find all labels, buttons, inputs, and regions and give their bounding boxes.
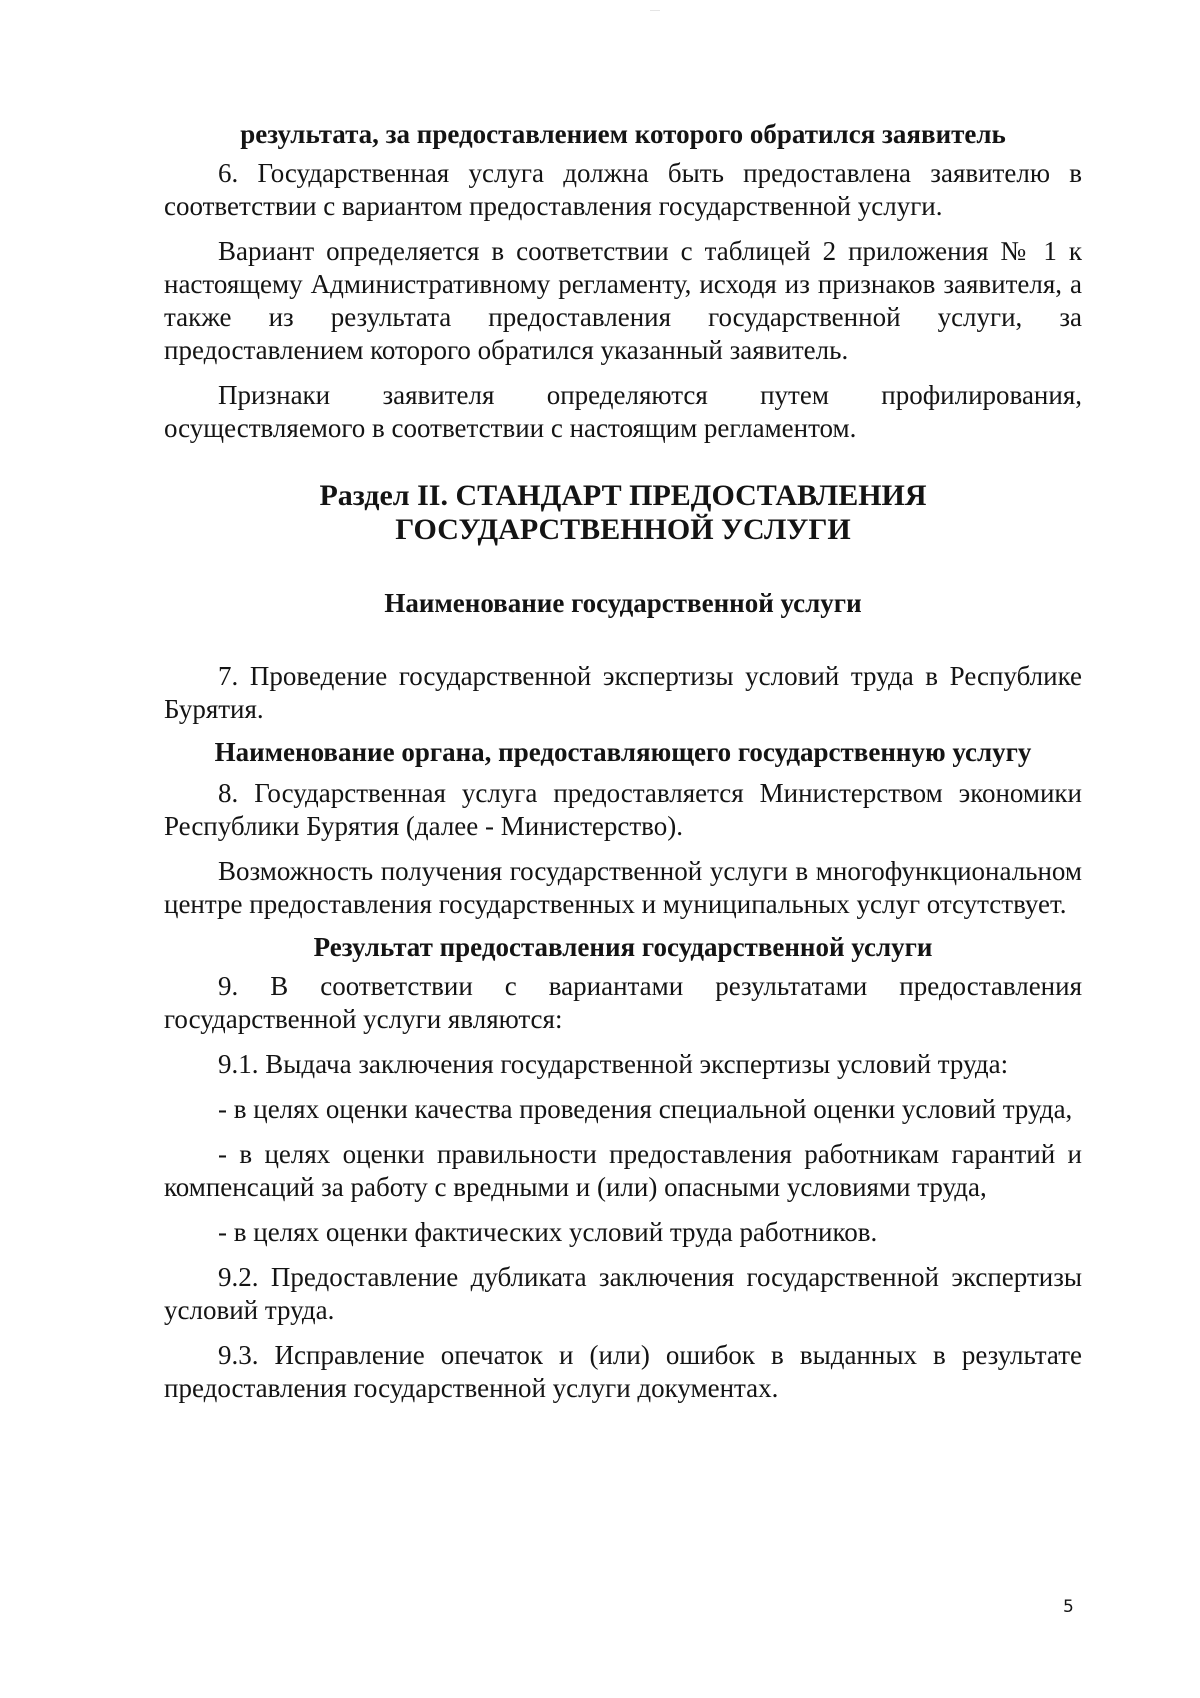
heading-organ: Наименование органа, предоставляющего государственную услугу bbox=[214, 737, 1032, 767]
page-number: 5 bbox=[1063, 1597, 1074, 1617]
paragraph-9-3: 9.3. Исправление опечаток и (или) ошибок в выданных в результате предоставления государственной услуги документах. bbox=[164, 1340, 1082, 1403]
paragraph-6-variant: Вариант определяется в соответствии с таблицей 2 приложения № 1 к настоящему Административному регламенту, исходя из признаков заявителя, а также из результата предоставления государственной услуги, за предоставлением которого обратился указанный заявитель. bbox=[164, 236, 1082, 365]
paragraph-9-1: 9.1. Выдача заключения государственной экспертизы условий труда: bbox=[218, 1049, 1009, 1079]
paragraph-6: 6. Государственная услуга должна быть предоставлена заявителю в соответствии с вариантом предоставления государственной услуги. bbox=[164, 158, 1082, 221]
section-title: Раздел II. СТАНДАРТ ПРЕДОСТАВЛЕНИЯ ГОСУДАРСТВЕННОЙ УСЛУГИ bbox=[319, 479, 927, 546]
heading-result: Результат предоставления государственной услуги bbox=[313, 932, 933, 962]
paragraph-6-signs: Признаки заявителя определяются путем профилирования, осуществляемого в соответствии с настоящим регламентом. bbox=[164, 380, 1082, 443]
paragraph-7: 7. Проведение государственной экспертизы условий труда в Республике Бурятия. bbox=[164, 661, 1082, 724]
paragraph-9-1-b: - в целях оценки правильности предоставления работникам гарантий и компенсаций за работу с вредными и (или) опасными условиями труда, bbox=[164, 1139, 1082, 1202]
paragraph-9-1-c: - в целях оценки фактических условий труда работников. bbox=[218, 1217, 878, 1247]
document-body bbox=[164, 118, 1082, 1405]
continued-heading: результата, за предоставлением которого обратился заявитель bbox=[240, 119, 1006, 149]
scan-mark bbox=[650, 10, 660, 11]
heading-service-name: Наименование государственной услуги bbox=[384, 588, 862, 618]
paragraph-9-2: 9.2. Предоставление дубликата заключения государственной экспертизы условий труда. bbox=[164, 1262, 1082, 1325]
paragraph-8-mfc: Возможность получения государственной услуги в многофункциональном центре предоставления государственных и муниципальных услуг отсутствует. bbox=[164, 856, 1082, 919]
paragraph-9-1-a: - в целях оценки качества проведения специальной оценки условий труда, bbox=[218, 1094, 1073, 1124]
paragraph-8: 8. Государственная услуга предоставляется Министерством экономики Республики Бурятия (далее - Министерство). bbox=[164, 778, 1082, 841]
paragraph-9: 9. В соответствии с вариантами результатами предоставления государственной услуги являются: bbox=[164, 971, 1082, 1034]
